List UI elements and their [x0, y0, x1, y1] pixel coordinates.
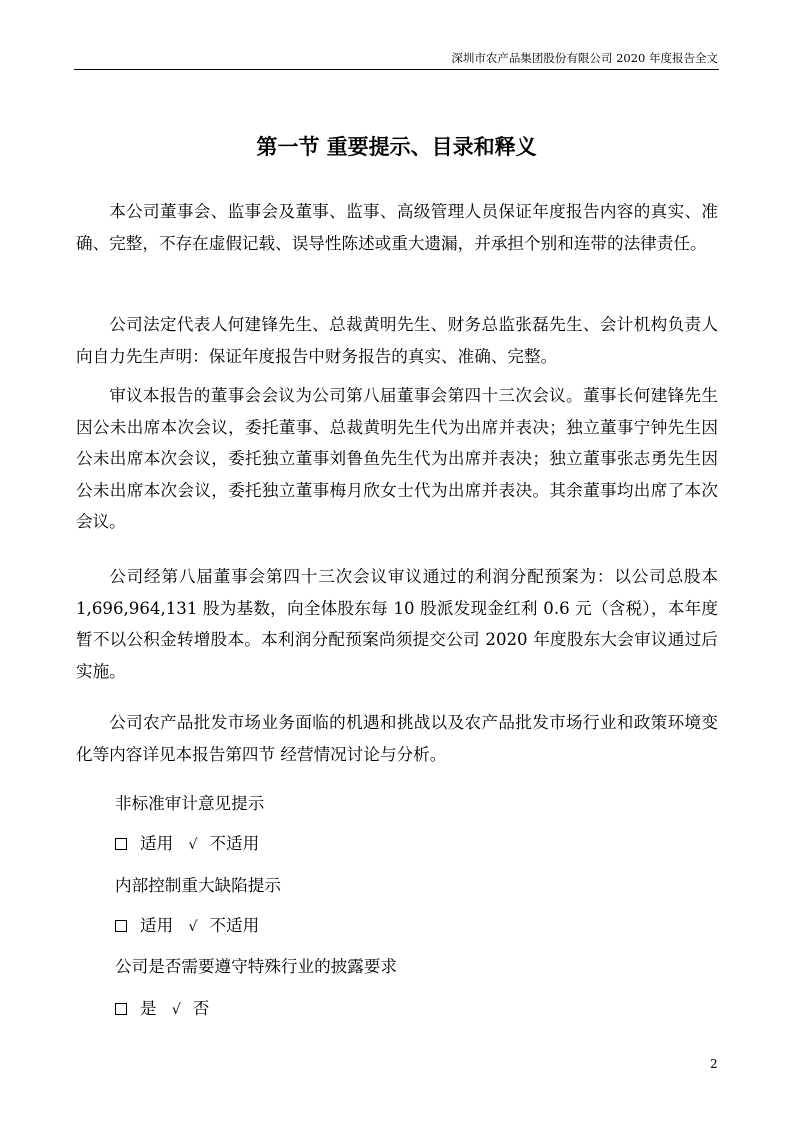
special-industry-label: 公司是否需要遵守特殊行业的披露要求 — [115, 957, 398, 976]
option-no: 否 — [192, 999, 210, 1018]
checkbox-unchecked-icon — [115, 920, 127, 932]
option-yes: 是 — [140, 999, 157, 1018]
audit-opinion-options — [115, 830, 259, 854]
option-applicable: 适用 — [140, 834, 174, 853]
special-industry-options — [115, 995, 209, 1019]
paragraph-profit-distribution: 公司经第八届董事会第四十三次会议审议通过的利润分配预案为：以公司总股本 1,696,964,131 股为基数，向全体股东每 10 股派发现金红利 0.6 元（含税），本年度暂不以公积金转增股本。本利润分配预案尚须提交公司 2020 年度股东大会审议通过后实施。 — [76, 567, 718, 681]
option-not-applicable: 不适用 — [209, 916, 260, 935]
audit-opinion-label: 非标准审计意见提示 — [115, 794, 265, 813]
paragraph-board-guarantee: 本公司董事会、监事会及董事、监事、高级管理人员保证年度报告内容的真实、准确、完整，不存在虚假记载、误导性陈述或重大遗漏，并承担个别和连带的法律责任。 — [76, 202, 718, 253]
internal-control-options — [115, 912, 259, 936]
header-divider — [74, 69, 719, 70]
checkmark-icon: √ — [188, 919, 198, 935]
paragraph-risk-notice: 公司农产品批发市场业务面临的机遇和挑战以及农产品批发市场行业和政策环境变化等内容详见本报告第四节 经营情况讨论与分析。 — [76, 713, 718, 764]
option-applicable: 适用 — [140, 916, 174, 935]
option-not-applicable: 不适用 — [209, 834, 260, 853]
running-header: 深圳市农产品集团股份有限公司 2020 年度报告全文 — [451, 51, 718, 65]
checkbox-unchecked-icon — [115, 1003, 127, 1015]
checkmark-icon: √ — [171, 1002, 181, 1018]
checkbox-unchecked-icon — [115, 838, 127, 850]
checkmark-icon: √ — [188, 837, 198, 853]
internal-control-label: 内部控制重大缺陷提示 — [115, 876, 281, 895]
page-number: 2 — [710, 1057, 718, 1071]
paragraph-board-meeting: 审议本报告的董事会会议为公司第八届董事会第四十三次会议。董事长何建锋先生因公未出席本次会议，委托董事、总裁黄明先生代为出席并表决；独立董事宁钟先生因公未出席本次会议，委托独立董事刘鲁鱼先生代为出席并表决；独立董事张志勇先生因公未出席本次会议，委托独立董事梅月欣女士代为出席并表决。其余董事均出席了本次会议。 — [76, 386, 718, 531]
section-title: 第一节 重要提示、目录和释义 — [256, 135, 537, 159]
paragraph-officers-statement: 公司法定代表人何建锋先生、总裁黄明先生、财务总监张磊先生、会计机构负责人向自力先生声明：保证年度报告中财务报告的真实、准确、完整。 — [76, 315, 718, 366]
